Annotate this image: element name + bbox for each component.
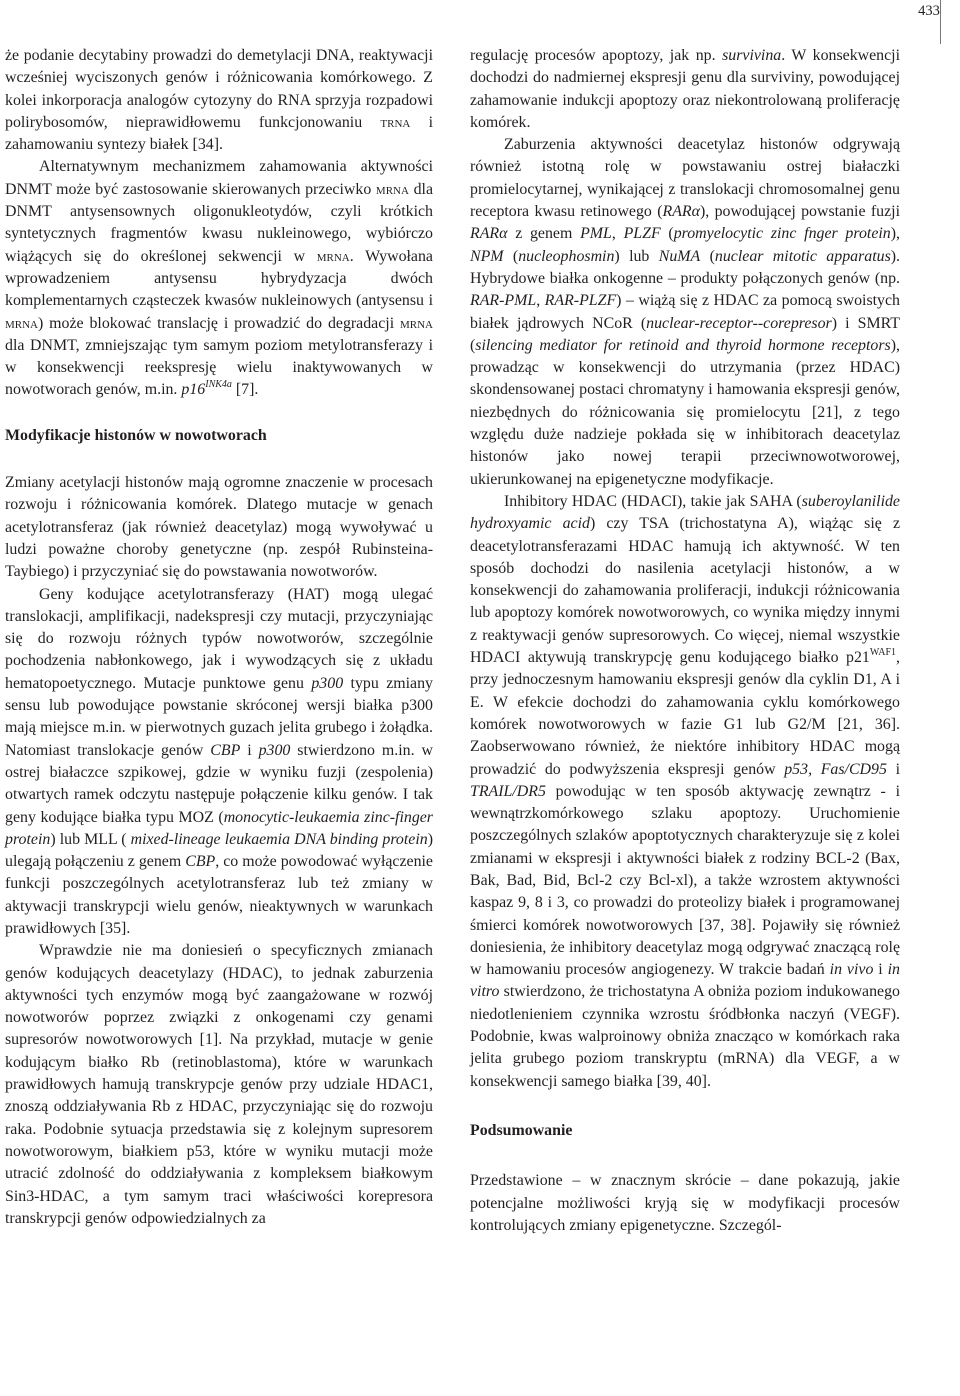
paragraph-1: że podanie decytabiny prowadzi do demetylacji DNA, reaktywacji wcześniej wyciszonych genów i różnicowania komórkowego. Z kolei inkorporacja analogów cytozyny do RNA sprzyja rozpadowi polirybosomów, nieprawidłowemu funkcjonowaniu trna i zahamowaniu syntezy białek [34].	[5, 47, 433, 154]
header-rule	[940, 0, 941, 44]
page-number: 433	[918, 3, 940, 19]
paragraph-2: Alternatywnym mechanizmem zahamowania aktywności DNMT może być zastosowanie skierowanych przeciwko mrna dla DNMT antysensownych oligonukleotydów, czyli krótkich syntetycznych fragmentów kwasu nukleinowego, wybiórczo wiążących się do określonej sekwencji w mrna. Wywołana wprowadzeniem antysensu hybrydyzacja dwóch komplementarnych cząsteczek kwasów nukleinowych (antysensu i mrna) może blokować translację i prowadzić do degradacji mrna dla DNMT, zmniejszając tym samym poziom metylotransferazy i w konsekwencji reekspresję wielu inaktywowanych w nowotworach genów, m.in. $p16^{INK4a}$ [7].	[5, 158, 434, 399]
paragraph-7: Zaburzenia aktywności deacetylaz histonów odgrywają również istotną rolę w powstawaniu ostrej białaczki promielocytarnej, wynikającej z translokacji chromosomalnej genu receptora kwasu retinowego (RARα), powodującej powstanie fuzji RARα z genem PML, PLZF (promyelocytic zinc fnger protein), NPM (nucleophosmin) lub NuMA (nuclear mitotic apparatus). Hybrydowe białka onkogenne – produkty połączonych genów (np. RAR-PML, RAR-PLZF) – wiążą się z HDAC za pomocą swoistych białek jądrowych NCoR (nuclear-receptor--corepresor) i SMRT (silencing mediator for retinoid and thyroid hormone receptors), prowadząc w konsekwencji do utrzymania (przez HDAC) skondensowanej postaci chromatyny i hamowania ekspresji genów, niezbędnych do różnicowania się promielocytu [21], z tego względu duże nadzieje pokłada się w inhibitorach deacetylaz histonów jako nowej terapii przeciwnowotworowej, ukierunkowanej na epigenetyczne modyfikacje.	[470, 136, 901, 488]
paragraph-8: Inhibitory HDAC (HDACI), takie jak SAHA (suberoylanilide hydroxyamic acid) czy TSA (trichostatyna A), wiążąc się z deacetylotransferazami HDAC hamują ich aktywność. W ten sposób dochodzi do nasilenia acetylacji histonów, a w konsekwencji do zahamowania proliferacji, indukcji różnicowania lub apoptozy komórek nowotworowych, co wynika między innymi z reaktywacji genów supresorowych. Co więcej, niemal wszystkie HDACI aktywują transkrypcję genu kodującego białko $p21^{WAF1}$, przy jednoczesnym hamowaniu ekspresji genów dla cyklin D1, A i E. W efekcie dochodzi do zahamowania cyklu komórkowego komórek nowotworowych w fazie G1 lub G2/M [21, 36]. Zaobserwowano również, że niektóre inhibitory HDAC mogą prowadzić do podwyższenia ekspresji genów p53, Fas/CD95 i TRAIL/DR5 powodując w ten sposób aktywację zewnątrz - i wewnątrzkomórkowego szlaku apoptozy. Uruchomienie poszczególnych szlaków apoptotycznych charakteryzuje się z kolei zmianami w ekspresji i aktywności białek z rodziny BCL-2 (Bax, Bak, Bad, Bid, Bcl-2 czy Bcl-xl), a także wzrostem aktywności kaspaz 9, 8 i 3, co prowadzi do proteolizy białek i programowanej śmierci komórek nowotworowych [37, 38]. Pojawiły się również doniesienia, że inhibitory deacetylaz mogą odgrywać znaczącą rolę w hamowaniu procesów angiogenezy. W trakcie badań in vivo i in vitro stwierdzono, że trichostatyna A obniża poziom indukowanego niedotlenieniem czynnika wzrostu śródbłonka naczyń (VEGF). Podobnie, kwas walproinowy obniża znacząco w komórkach raka jelita grubego poziom transkryptu (mRNA) dla VEGF, a w konsekwencji samego białka [39, 40].	[470, 492, 900, 1090]
paragraph-4: Geny kodujące acetylotransferazy (HAT) mogą ulegać translokacji, amplifikacji, nadekspresji czy mutacji, przyczyniając się do rozwoju różnych typów nowotworów, szczególnie pochodzenia nabłonkowego, jak i wywodzących się z układu hematopoetycznego. Mutacje punktowe genu p300 typu zmiany sensu lub powodujące powstanie skróconej wersji białka p300 mają miejsce m.in. w pierwotnych guzach jelita grubego i żołądka. Natomiast translokacje genów CBP i p300 stwierdzono m.in. w ostrej białaczce szpikowej, gdzie w wyniku fuzji (zespolenia) otwartych ramek odczytu następuje połączenie kilku genów. I tak geny kodujące białka typu MOZ (monocytic-leukaemia zinc-finger protein) lub MLL ( mixed-lineage leukaemia DNA binding protein) ulegają połączeniu z genem CBP, co może powodować wyłączenie funkcji poszczególnych acetylotransferaz lub też zmiany w aktywacji transkrypcji wielu genów, nieaktywnych w warunkach prawidłowych [35].	[5, 585, 434, 937]
paragraph-6: regulację procesów apoptozy, jak np. survivina. W konsekwencji dochodzi do nadmiernej ekspresji genu dla surviviny, powodującej zahamowanie indukcji apoptozy oraz niekontrolowaną proliferację komórek.	[470, 47, 901, 131]
left-column	[5, 45, 433, 1230]
right-column	[470, 45, 900, 1237]
paragraph-5: Wprawdzie nie ma doniesień o specyficznych zmianach genów kodujących deacetylazy (HDAC), to jednak zaburzenia aktywności tych enzymów mogą być zaangażowane w rozwój nowotworów poprzez związki z onkogenami czy genami supresorów nowotworowych [1]. Na przykład, mutacje w genie kodującym białko Rb (retinoblastoma), które w warunkach prawidłowych hamują transkrypcje genów przy udziale HDAC1, znoszą oddziaływania Rb z HDAC, przyczyniając się do rozwoju raka. Podobnie sytuacja przedstawia się z kolejnym supresorem nowotworowym, białkiem p53, które w wyniku mutacji może utracić zdolność do oddziaływania z kompleksem białkowym Sin3-HDAC, a tym samym traci właściwości korepresora transkrypcji genów odpowiedzialnych za	[5, 942, 433, 1227]
paragraph-9: Przedstawione – w znacznym skrócie – dane pokazują, jakie potencjalne możliwości kryją się w modyfikacji procesów kontrolujących zmiany epigenetyczne. Szczegól-	[470, 1172, 900, 1234]
section-heading-summary: Podsumowanie	[470, 1121, 573, 1139]
paragraph-3: Zmiany acetylacji histonów mają ogromne znaczenie w procesach rozwoju i różnicowania komórek. Dlatego mutacje w genach acetylotransferaz (jak również deacetylaz) mogą wywoływać u ludzi poważne choroby genetyczne (np. zespół Rubinsteina-Taybiego) i przyczyniać się do powstawania nowotworów.	[5, 474, 433, 581]
section-heading-histone: Modyfikacje histonów w nowotworach	[5, 426, 267, 444]
